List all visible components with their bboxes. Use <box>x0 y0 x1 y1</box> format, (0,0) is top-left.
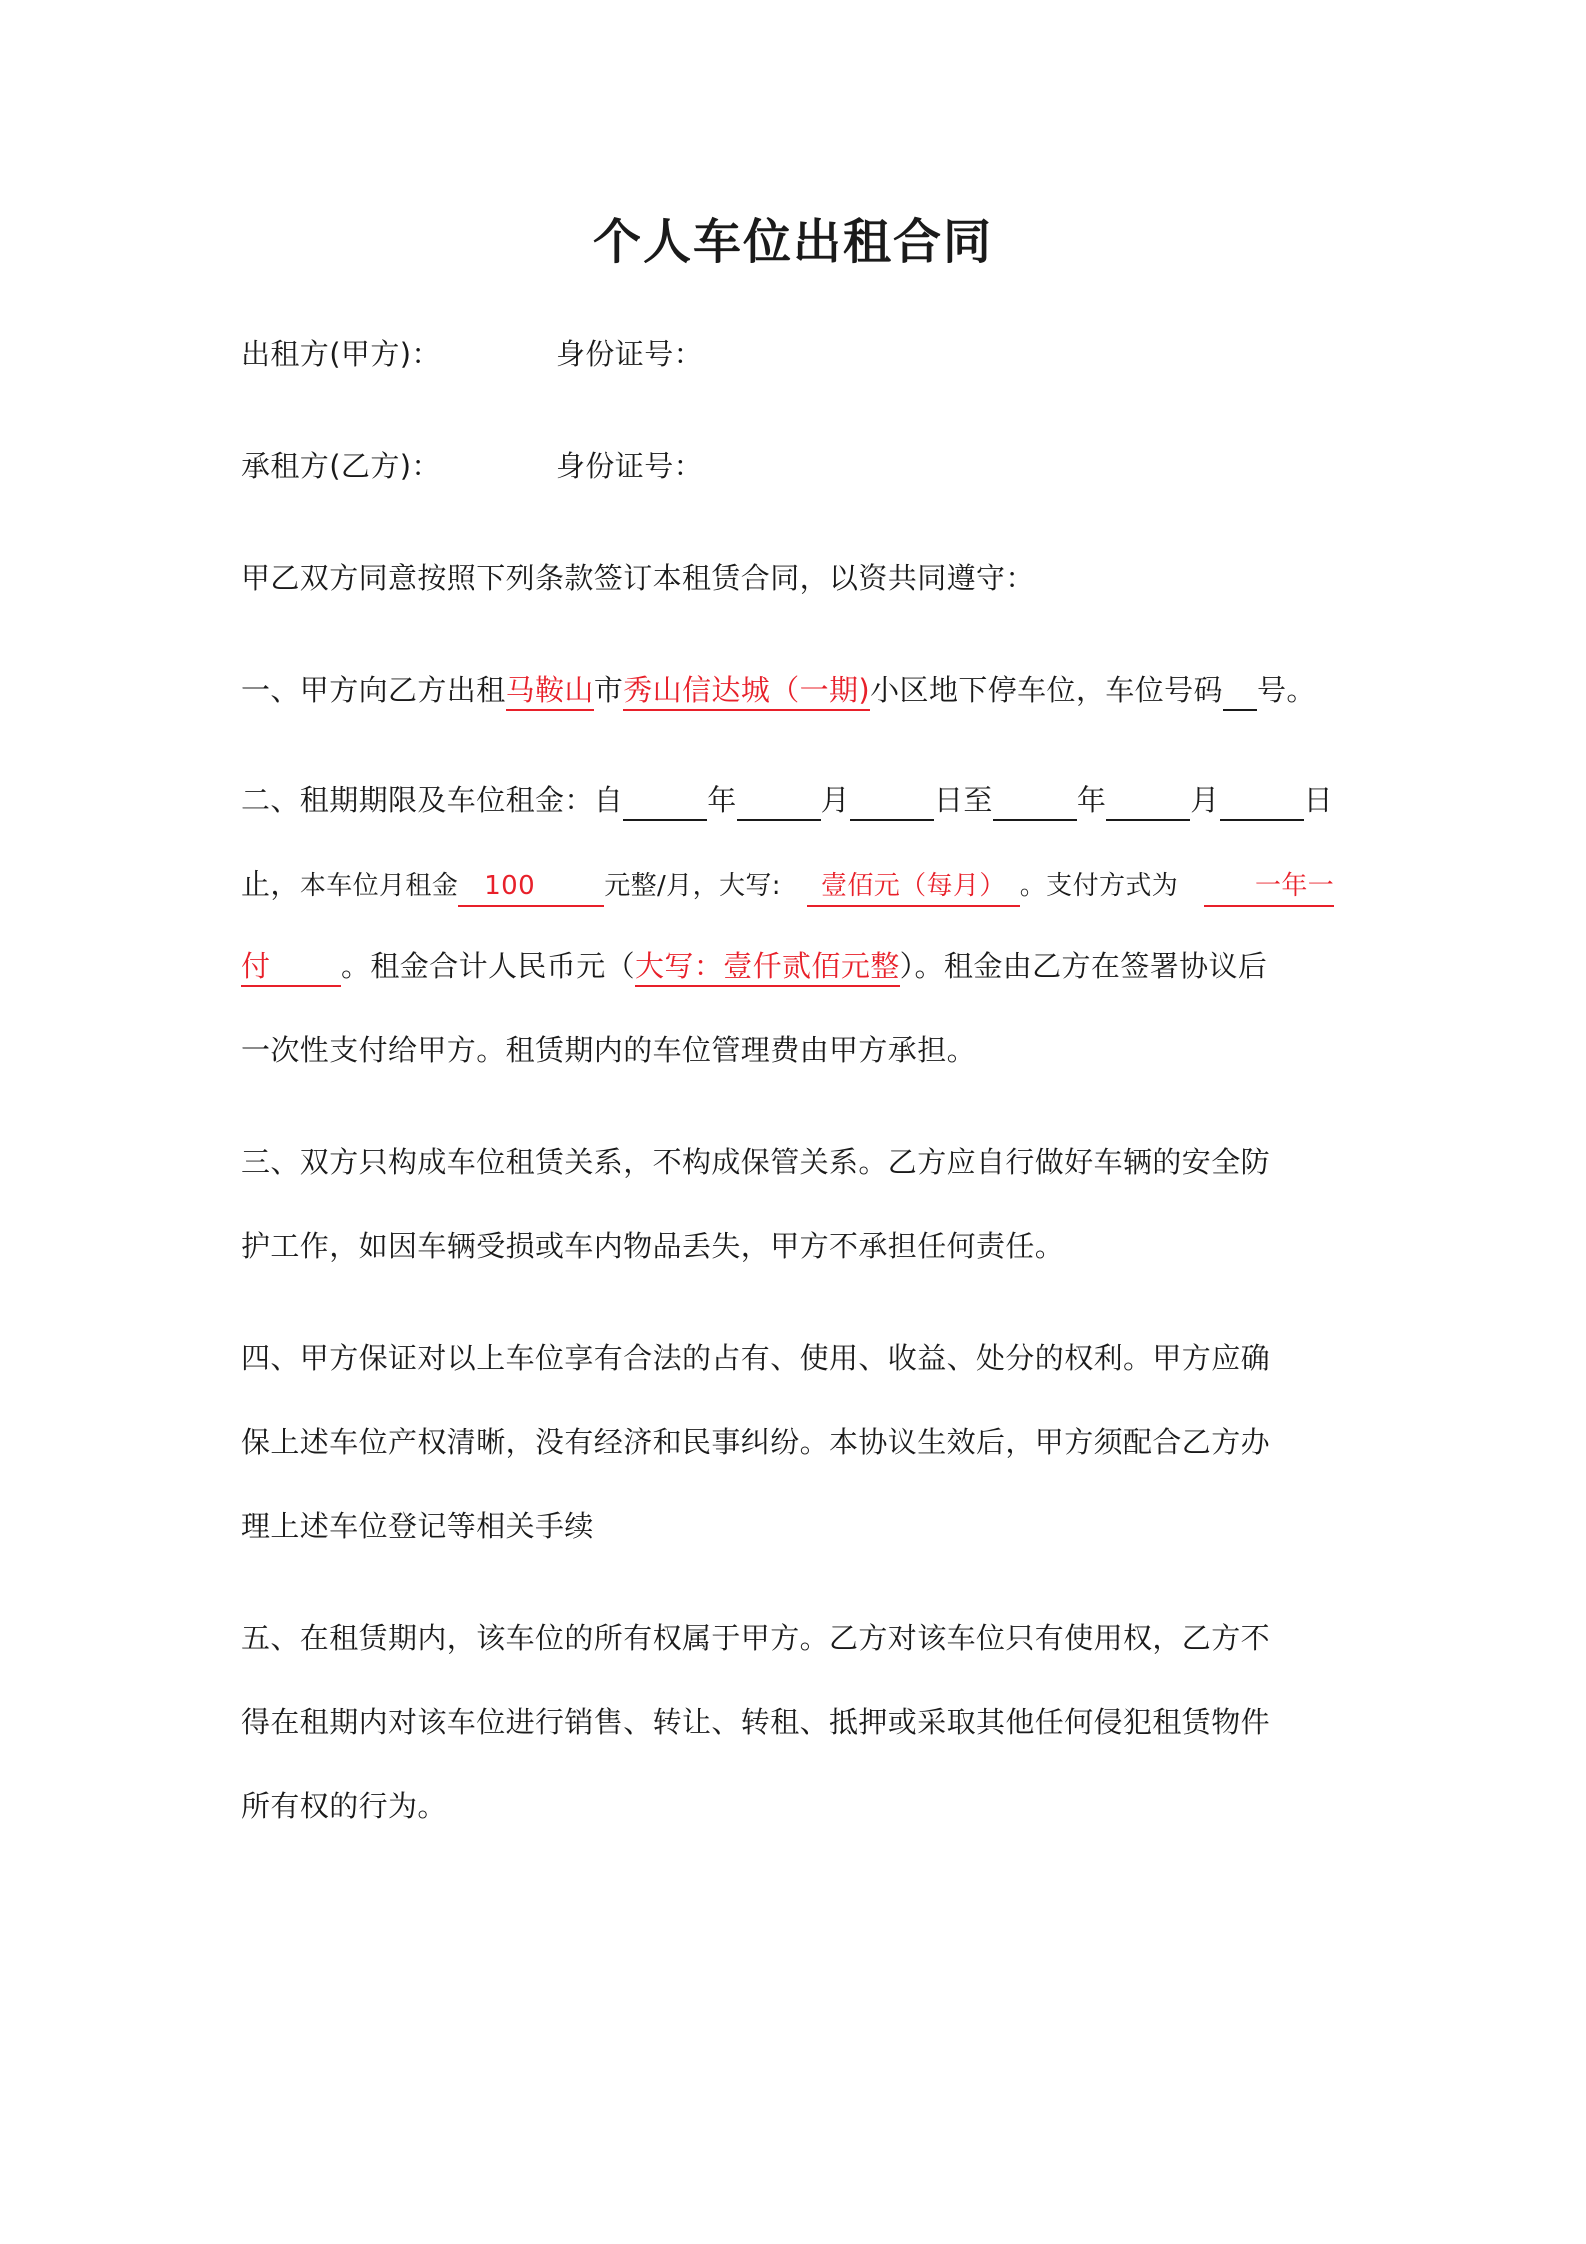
lessor-id-label: 身份证号： <box>556 337 704 371</box>
clause-3-line-2: 护工作，如因车辆受损或车内物品丢失，甲方不承担任何责任。 <box>241 1229 1065 1263</box>
end-day-blank <box>1220 781 1304 821</box>
clause-4-line-1: 四、甲方保证对以上车位享有合法的占有、使用、收益、处分的权利。甲方应确 <box>241 1341 1271 1375</box>
clause-2-line-2 <box>241 864 1334 907</box>
clause1-prefix: 一、甲方向乙方出租 <box>241 673 506 707</box>
clause-4-line-2: 保上述车位产权清晰，没有经济和民事纠纷。本协议生效后，甲方须配合乙方办 <box>241 1425 1271 1459</box>
clause1-mid: 小区地下停车位，车位号码 <box>870 673 1223 707</box>
city-field: 马鞍山 <box>506 671 594 711</box>
end-day-unit: 日 <box>1303 783 1334 817</box>
clause-5-line-3: 所有权的行为。 <box>241 1789 447 1823</box>
clause-3-line-1: 三、双方只构成车位租赁关系，不构成保管关系。乙方应自行做好车辆的安全防 <box>241 1145 1271 1179</box>
clause2-prefix: 二、租期期限及车位租金：自 <box>241 783 624 817</box>
end-month-blank <box>1106 781 1190 821</box>
start-year-unit: 年 <box>707 783 737 817</box>
clause-1 <box>241 670 1316 711</box>
clause-5-line-2: 得在租期内对该车位进行销售、转让、转租、抵押或采取其他任何侵犯租赁物件 <box>241 1705 1271 1739</box>
start-day-blank <box>850 781 934 821</box>
space-number-blank <box>1223 671 1257 711</box>
clause-5-line-1: 五、在租赁期内，该车位的所有权属于甲方。乙方对该车位只有使用权，乙方不 <box>241 1621 1271 1655</box>
rent-words-field: 壹佰元（每月） <box>807 867 1020 907</box>
lessor-label: 出租方(甲方)： <box>241 337 441 371</box>
end-year-unit: 年 <box>1076 783 1107 817</box>
total-words-field: 大写：壹仟贰佰元整 <box>635 947 900 987</box>
clause2-line2-prefix: 止， <box>241 867 300 901</box>
start-day-unit: 日至 <box>934 783 993 817</box>
clause-2-line-4: 一次性支付给甲方。租赁期内的车位管理费由甲方承担。 <box>241 1033 977 1067</box>
lessor-row <box>241 334 703 374</box>
lessee-label: 承租方(乙方)： <box>241 449 441 483</box>
start-year-blank <box>623 781 707 821</box>
intro-paragraph: 甲乙双方同意按照下列条款签订本租赁合同，以资共同遵守： <box>241 561 1035 595</box>
lessee-row <box>241 446 703 486</box>
clause-2-line-3 <box>241 946 1267 987</box>
total-label: 。租金合计人民币元（ <box>341 949 636 983</box>
clause1-city-suffix: 市 <box>593 673 624 707</box>
document-title: 个人车位出租合同 <box>592 214 993 270</box>
rent-value-field: 100 <box>458 867 604 907</box>
pay-method-field-cont: 付 <box>241 947 341 987</box>
lessee-id-label: 身份证号： <box>556 449 704 483</box>
start-month-blank <box>737 781 821 821</box>
clause-2-line-1 <box>241 780 1333 821</box>
end-month-unit: 月 <box>1190 783 1220 817</box>
total-tail: ）。租金由乙方在签署协议后 <box>899 949 1268 983</box>
start-month-unit: 月 <box>820 783 851 817</box>
clause-4-line-3: 理上述车位登记等相关手续 <box>241 1509 594 1543</box>
pay-method-field: 一年一 <box>1204 867 1334 907</box>
community-field: 秀山信达城（一期) <box>623 671 870 711</box>
end-year-blank <box>993 781 1077 821</box>
rent-unit: 元整/月，大写: <box>604 871 781 901</box>
clause1-end: 号。 <box>1256 673 1316 707</box>
pay-method-label: 。支付方式为 <box>1019 871 1179 901</box>
rent-label: 本车位月租金 <box>299 871 459 901</box>
